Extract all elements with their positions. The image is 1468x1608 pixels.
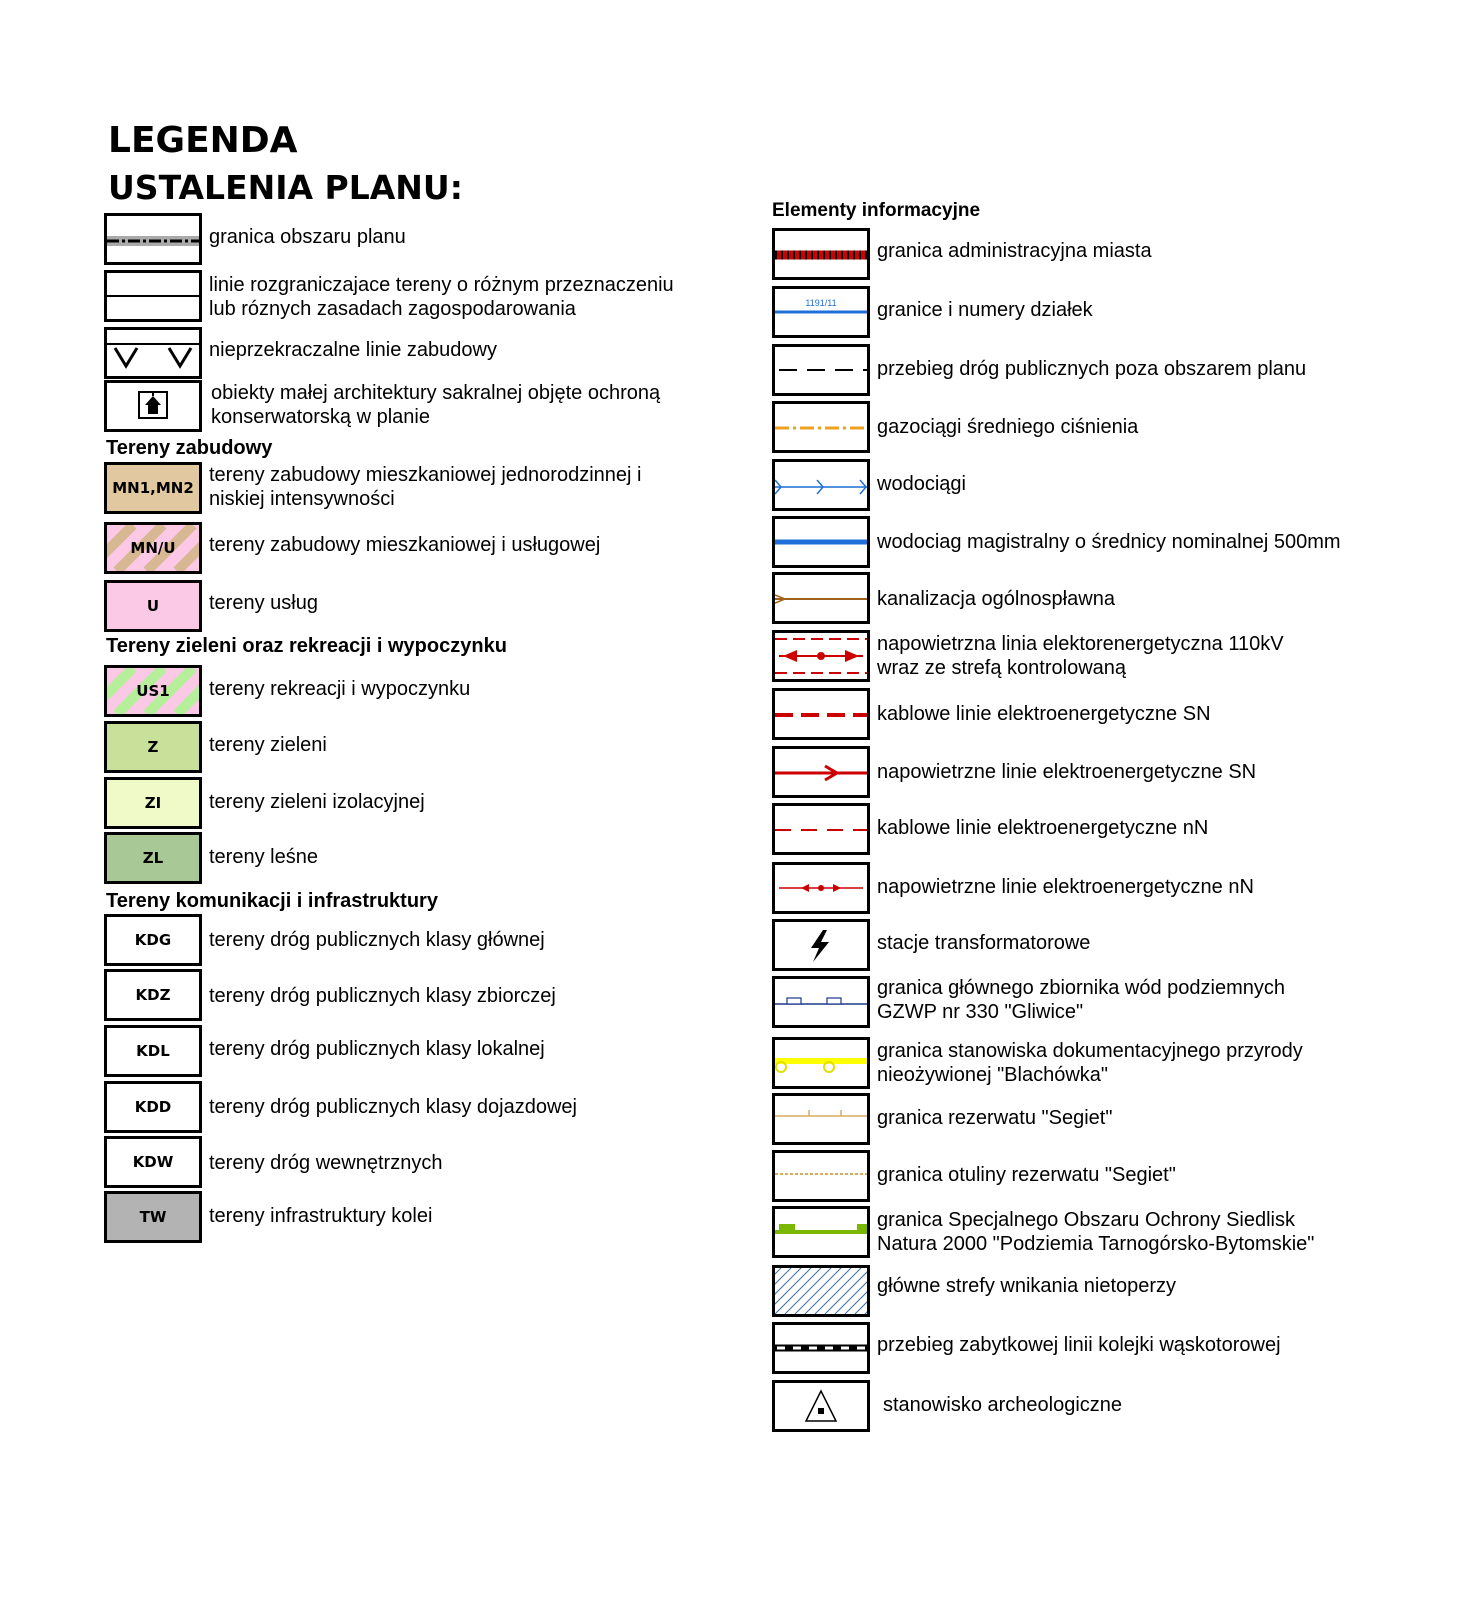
legend-label: gazociągi średniego ciśnienia bbox=[877, 416, 1139, 438]
building-line-symbol bbox=[104, 327, 202, 379]
legend-label: GZWP nr 330 "Gliwice" bbox=[877, 1001, 1084, 1023]
zone-kdd-symbol bbox=[104, 1081, 202, 1133]
zone-code: Z bbox=[147, 738, 159, 756]
sewer-symbol bbox=[772, 572, 870, 624]
legend-label: tereny infrastruktury kolei bbox=[209, 1205, 433, 1227]
zone-kdg-symbol bbox=[104, 914, 202, 966]
parcel-number-sample: 1191/11 bbox=[805, 298, 837, 308]
legend-label: tereny zieleni bbox=[209, 734, 327, 756]
plan-boundary-symbol bbox=[104, 213, 202, 265]
section-title-zabudowy: Tereny zabudowy bbox=[106, 437, 273, 459]
zone-mn-symbol bbox=[104, 462, 202, 514]
natura-2000-symbol bbox=[772, 1206, 870, 1258]
legend-label: tereny dróg publicznych klasy głównej bbox=[209, 929, 545, 951]
gas-pipeline-symbol bbox=[772, 401, 870, 453]
legend-label: granice i numery działek bbox=[877, 299, 1093, 321]
cable-nn-symbol bbox=[772, 803, 870, 855]
legend-label: napowietrzne linie elektroenergetyczne nN bbox=[877, 876, 1254, 898]
legend-label: kablowe linie elektroenergetyczne SN bbox=[877, 703, 1211, 725]
city-boundary-symbol bbox=[772, 228, 870, 280]
legend-label: nieożywionej "Blachówka" bbox=[877, 1064, 1108, 1086]
zone-code: ZL bbox=[142, 849, 164, 867]
zone-code: US1 bbox=[136, 682, 170, 700]
zone-code: KDG bbox=[134, 931, 172, 949]
legend-label: tereny leśne bbox=[209, 846, 318, 868]
legend-label: stacje transformatorowe bbox=[877, 932, 1091, 954]
legend-label: napowietrzna linia elektorenergetyczna 110kV bbox=[877, 633, 1284, 655]
zone-code: KDL bbox=[136, 1042, 170, 1060]
power-line-110kv-symbol bbox=[772, 630, 870, 682]
zone-z-symbol bbox=[104, 721, 202, 773]
legend-label: napowietrzne linie elektroenergetyczne SN bbox=[877, 761, 1257, 783]
legend-label: tereny zieleni izolacyjnej bbox=[209, 791, 425, 813]
demarcation-line-symbol bbox=[104, 270, 202, 322]
zone-tw-symbol bbox=[104, 1191, 202, 1243]
zone-code: ZI bbox=[144, 794, 162, 812]
zone-us1-symbol bbox=[104, 665, 202, 717]
section-title-zieleni: Tereny zieleni oraz rekreacji i wypoczynku bbox=[106, 635, 507, 657]
zone-kdw-symbol bbox=[104, 1136, 202, 1188]
zone-code: KDZ bbox=[135, 986, 171, 1004]
legend-label: granica otuliny rezerwatu "Segiet" bbox=[877, 1164, 1176, 1186]
zone-code: MN1,MN2 bbox=[112, 479, 194, 497]
groundwater-boundary-symbol bbox=[772, 976, 870, 1028]
plan-settlements-title: USTALENIA PLANU: bbox=[108, 168, 463, 207]
overhead-nn-symbol bbox=[772, 862, 870, 914]
zone-kdz-symbol bbox=[104, 969, 202, 1021]
zone-code: KDW bbox=[132, 1153, 174, 1171]
archaeological-site-symbol bbox=[772, 1380, 870, 1432]
overhead-sn-symbol bbox=[772, 746, 870, 798]
narrow-gauge-railway-symbol bbox=[772, 1322, 870, 1374]
zone-kdl-symbol bbox=[104, 1025, 202, 1077]
zone-mnu-symbol bbox=[104, 522, 202, 574]
legend-title: LEGENDA bbox=[108, 120, 298, 161]
geo-site-boundary-symbol bbox=[772, 1037, 870, 1089]
zone-code: KDD bbox=[134, 1098, 172, 1116]
legend-label: stanowisko archeologiczne bbox=[883, 1394, 1123, 1416]
section-title-komunikacji: Tereny komunikacji i infrastruktury bbox=[106, 890, 438, 912]
legend-label: przebieg zabytkowej linii kolejki wąskotorowej bbox=[877, 1334, 1281, 1356]
zone-u-symbol bbox=[104, 580, 202, 632]
legend-label: granica stanowiska dokumentacyjnego przyrody bbox=[877, 1040, 1303, 1062]
reserve-boundary-symbol bbox=[772, 1093, 870, 1145]
legend-label: obiekty małej architektury sakralnej objęte ochroną bbox=[211, 382, 661, 404]
legend-label: granica obszaru planu bbox=[209, 226, 406, 248]
legend-label: granica głównego zbiornika wód podziemnych bbox=[877, 977, 1286, 999]
parcel-boundary-symbol bbox=[772, 286, 870, 338]
legend-label: tereny dróg publicznych klasy dojazdowej bbox=[209, 1096, 577, 1118]
legend-label: tereny rekreacji i wypoczynku bbox=[209, 678, 471, 700]
water-pipeline-symbol bbox=[772, 459, 870, 511]
legend-label: tereny dróg wewnętrznych bbox=[209, 1152, 443, 1174]
legend-label: tereny dróg publicznych klasy lokalnej bbox=[209, 1038, 545, 1060]
legend-label: kablowe linie elektroenergetyczne nN bbox=[877, 817, 1209, 839]
zone-code: TW bbox=[139, 1208, 167, 1226]
legend-label: główne strefy wnikania nietoperzy bbox=[877, 1275, 1177, 1297]
legend-label: granica rezerwatu "Segiet" bbox=[877, 1107, 1113, 1129]
legend-label: wodociągi bbox=[877, 473, 966, 495]
legend-label: tereny zabudowy mieszkaniowej jednorodzinnej i bbox=[209, 464, 642, 486]
legend-label: wodociag magistralny o średnicy nominalnej 500mm bbox=[877, 531, 1341, 553]
legend-label: przebieg dróg publicznych poza obszarem planu bbox=[877, 358, 1307, 380]
legend-label: wraz ze strefą kontrolowaną bbox=[877, 657, 1127, 679]
bat-zone-symbol bbox=[772, 1265, 870, 1317]
zone-zi-symbol bbox=[104, 777, 202, 829]
legend-label: tereny dróg publicznych klasy zbiorczej bbox=[209, 985, 556, 1007]
main-water-pipeline-symbol bbox=[772, 516, 870, 568]
legend-label: nieprzekraczalne linie zabudowy bbox=[209, 339, 497, 361]
legend-label: granica Specjalnego Obszaru Ochrony Siedlisk bbox=[877, 1209, 1295, 1231]
zone-code: U bbox=[146, 597, 160, 615]
legend-label: niskiej intensywności bbox=[209, 488, 395, 510]
legend-label: kanalizacja ogólnospławna bbox=[877, 588, 1115, 610]
legend-label: Natura 2000 "Podziemia Tarnogórsko-Bytomskie" bbox=[877, 1233, 1315, 1255]
zone-code: MN/U bbox=[130, 539, 176, 557]
legend-label: linie rozgraniczajace tereny o różnym przeznaczeniu bbox=[209, 274, 674, 296]
transformer-station-symbol bbox=[772, 919, 870, 971]
zone-zl-symbol bbox=[104, 832, 202, 884]
reserve-buffer-symbol bbox=[772, 1150, 870, 1202]
legend-label: konserwatorską w planie bbox=[211, 406, 430, 428]
external-road-symbol bbox=[772, 344, 870, 396]
cable-sn-symbol bbox=[772, 688, 870, 740]
section-title-informacyjne: Elementy informacyjne bbox=[772, 200, 981, 221]
legend-label: granica administracyjna miasta bbox=[877, 240, 1152, 262]
shrine-symbol bbox=[104, 380, 202, 432]
legend-label: tereny usług bbox=[209, 592, 318, 614]
legend-label: lub róznych zasadach zagospodarowania bbox=[209, 298, 576, 320]
legend-label: tereny zabudowy mieszkaniowej i usługowej bbox=[209, 534, 601, 556]
